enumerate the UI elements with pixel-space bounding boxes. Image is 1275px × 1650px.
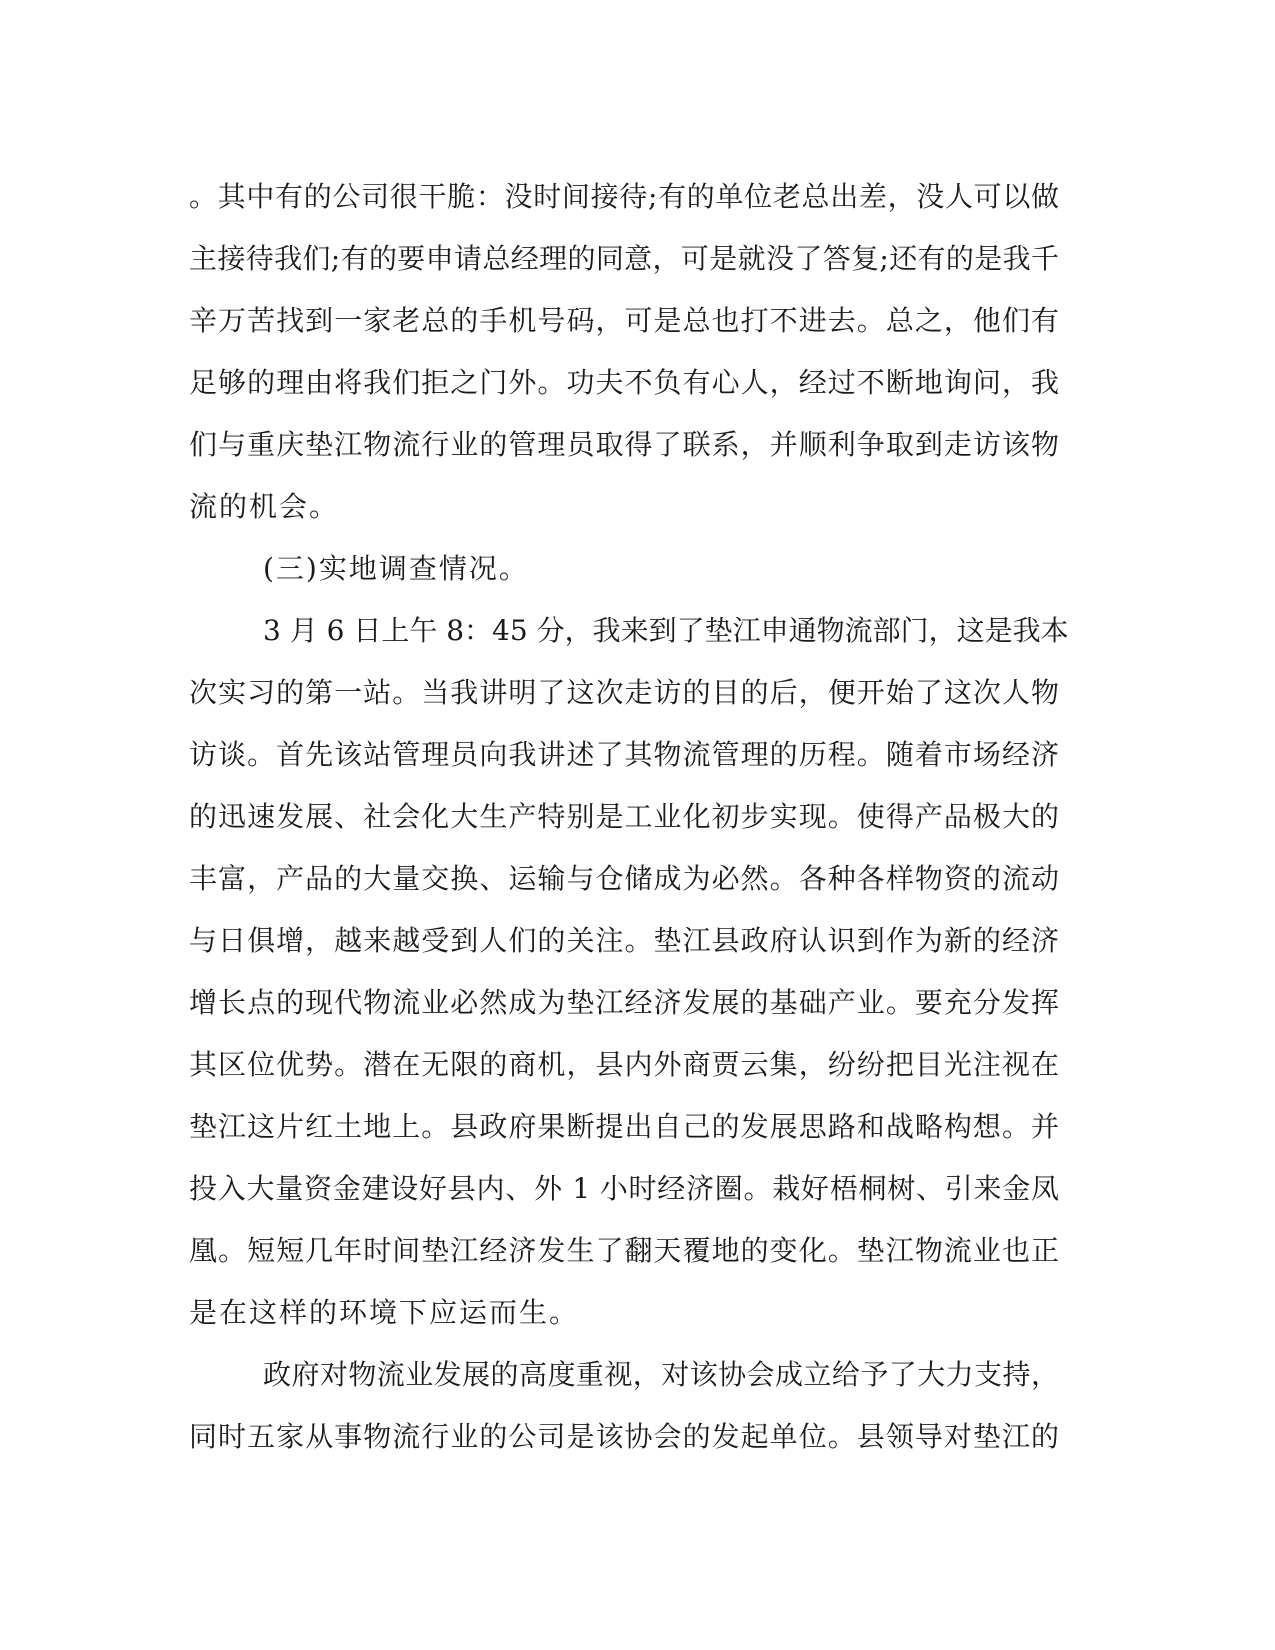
text-line: 投入大量资金建设好县内、外 1 小时经济圈。栽好梧桐树、引来金凤 <box>189 1172 1059 1205</box>
text-line: 凰。短短几年时间垫江经济发生了翻天覆地的变化。垫江物流业也正 <box>189 1234 1059 1267</box>
text-line: 与日俱增，越来越受到人们的关注。垫江县政府认识到作为新的经济 <box>189 924 1059 957</box>
text-line: 增长点的现代物流业必然成为垫江经济发展的基础产业。要充分发挥 <box>189 986 1059 1019</box>
text-line: 主接待我们;有的要申请总经理的同意，可是就没了答复;还有的是我千 <box>189 242 1059 275</box>
text-line: 丰富，产品的大量交换、运输与仓储成为必然。各种各样物资的流动 <box>189 862 1059 895</box>
text-line: 是在这样的环境下应运而生。 <box>189 1296 580 1329</box>
section-heading: (三)实地调查情况。 <box>263 552 529 585</box>
text-line: 的迅速发展、社会化大生产特别是工业化初步实现。使得产品极大的 <box>189 800 1059 833</box>
text-line: 同时五家从事物流行业的公司是该协会的发起单位。县领导对垫江的 <box>189 1420 1059 1453</box>
text-line: 3 月 6 日上午 8：45 分，我来到了垫江申通物流部门，这是我本 <box>263 614 1069 647</box>
body-text <box>189 166 1069 1468</box>
text-line: 政府对物流业发展的高度重视，对该协会成立给予了大力支持， <box>263 1358 1059 1391</box>
text-line: 访谈。首先该站管理员向我讲述了其物流管理的历程。随着市场经济 <box>189 738 1059 771</box>
text-line: 流的机会。 <box>189 490 340 523</box>
text-line: 次实习的第一站。当我讲明了这次走访的目的后，便开始了这次人物 <box>189 676 1059 709</box>
text-line: 其区位优势。潜在无限的商机，县内外商贾云集，纷纷把目光注视在 <box>189 1048 1059 1081</box>
text-line: 垫江这片红土地上。县政府果断提出自己的发展思路和战略构想。并 <box>189 1110 1059 1143</box>
text-line: 们与重庆垫江物流行业的管理员取得了联系，并顺利争取到走访该物 <box>189 428 1059 461</box>
text-line: 足够的理由将我们拒之门外。功夫不负有心人，经过不断地询问，我 <box>189 366 1059 399</box>
text-line: 辛万苦找到一家老总的手机号码，可是总也打不进去。总之，他们有 <box>189 304 1059 337</box>
text-line: 。其中有的公司很干脆：没时间接待;有的单位老总出差，没人可以做 <box>189 180 1059 213</box>
